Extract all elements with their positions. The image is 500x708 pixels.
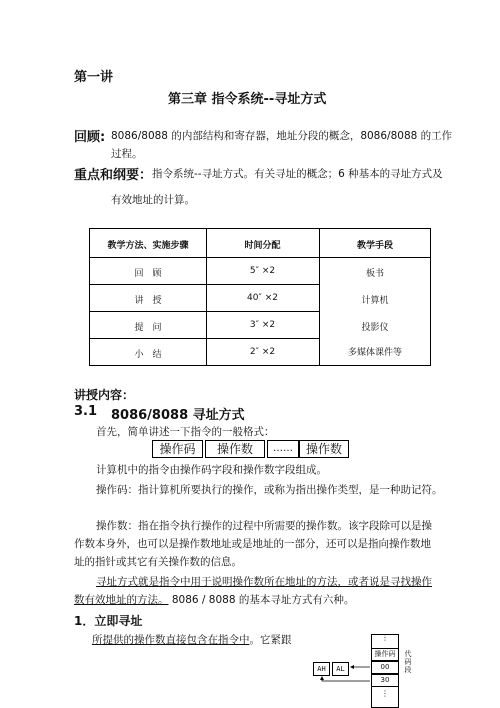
lecture-label: 第一讲 xyxy=(74,70,114,85)
teaching-schedule-table xyxy=(89,228,431,366)
para-addressing-line2 xyxy=(74,592,354,607)
teaching-means-item: 投影仪 xyxy=(361,323,389,333)
code-segment-label: 代码段 xyxy=(404,650,412,674)
arrow-head xyxy=(350,665,354,669)
key-points-label: 重点和纲要： xyxy=(74,168,153,183)
section-number: 3.1 xyxy=(74,404,98,419)
chapter-title: 第三章 指令系统--寻址方式 xyxy=(168,92,327,107)
table-header-means: 教学手段 xyxy=(356,241,393,251)
format-opcode-box: 操作码 xyxy=(152,440,203,458)
para-opcode: 操作码：指计算机所要执行的操作，或称为指出操作类型，是一种助记符。 xyxy=(96,484,443,496)
table-header-method: 教学方法、实施步骤 xyxy=(107,241,189,251)
para-operand-line2: 作数本身外，也可以是操作数地址或是地址的一部分，还可以是指向操作数地 xyxy=(74,538,431,550)
para-operand-line3: 址的指针或其它有关操作数的信息。 xyxy=(74,556,242,568)
table-row-time: 2″ ×2 xyxy=(249,347,276,357)
key-points-text-line2: 有效地址的计算。 xyxy=(111,194,195,206)
para-addressing-line1 xyxy=(96,574,432,589)
immediate-text-rest: 。它紧跟 xyxy=(249,634,292,646)
review-text-line1: 8086/8088 的内部结构和寄存器，地址分段的概念，8086/8088 的工作 xyxy=(111,130,453,142)
addressing-definition-end: 数有效地址的方法。 xyxy=(74,594,169,606)
memory-dots-top: ⋮ xyxy=(381,633,389,642)
immediate-definition: 所提供的操作数直接包含在指令中 xyxy=(92,634,250,646)
register-ah: AH xyxy=(313,662,330,676)
para-operand-line1: 操作数：指在指令执行操作的过程中所需要的操作数。该字段除可以是操 xyxy=(96,520,432,532)
table-row-time: 40″ ×2 xyxy=(247,293,278,303)
para-fields: 计算机中的指令由操作码字段和操作数字段组成。 xyxy=(96,464,327,476)
table-row-time: 3″ ×2 xyxy=(249,320,276,330)
immediate-text xyxy=(92,632,292,647)
table-header-time: 时间分配 xyxy=(244,241,281,251)
arrow-line xyxy=(322,677,370,681)
table-row-step: 回 顾 xyxy=(134,269,162,279)
memory-dots-bottom: ⋮ xyxy=(381,689,389,698)
table-row-step: 讲 授 xyxy=(134,296,162,306)
immediate-heading: 1．立即寻址 xyxy=(74,614,143,628)
review-text-line2: 过程。 xyxy=(111,148,143,160)
memory-byte-30: 30 xyxy=(371,674,399,687)
format-operand-last-box: 操作数 xyxy=(299,440,349,458)
teaching-means-item: 计算机 xyxy=(361,296,389,306)
arrow-head xyxy=(320,676,324,680)
format-intro: 首先，简单讲述一下指令的一般格式： xyxy=(96,426,275,438)
key-points-text-line1: 指令系统--寻址方式。有关寻址的概念；6 种基本的寻址方式及 xyxy=(152,168,443,180)
memory-byte-00: 00 xyxy=(371,661,399,674)
section-title: 8086/8088 寻址方式 xyxy=(111,408,245,423)
addressing-count: 8086 / 8088 的基本寻址方式有六种。 xyxy=(168,594,355,606)
teaching-means-item: 板书 xyxy=(365,269,384,279)
content-heading: 讲授内容： xyxy=(74,388,135,402)
immediate-arrows xyxy=(310,650,380,690)
table-row-step: 小 结 xyxy=(134,350,162,360)
teaching-means-item: 多媒体课件等 xyxy=(347,348,402,358)
table-row-step: 提 问 xyxy=(134,323,162,333)
register-al: AL xyxy=(332,662,349,676)
format-operand-box: 操作数 xyxy=(205,440,265,458)
format-ellipsis-box: …… xyxy=(267,440,299,458)
addressing-definition: 寻址方式就是指令中用于说明操作数所在地址的方法，或者说是寻找操作 xyxy=(96,576,432,588)
review-label: 回顾: xyxy=(74,130,106,145)
table-row-time: 5″ ×2 xyxy=(249,266,276,276)
memory-opcode-cell: 操作码 xyxy=(371,648,399,661)
